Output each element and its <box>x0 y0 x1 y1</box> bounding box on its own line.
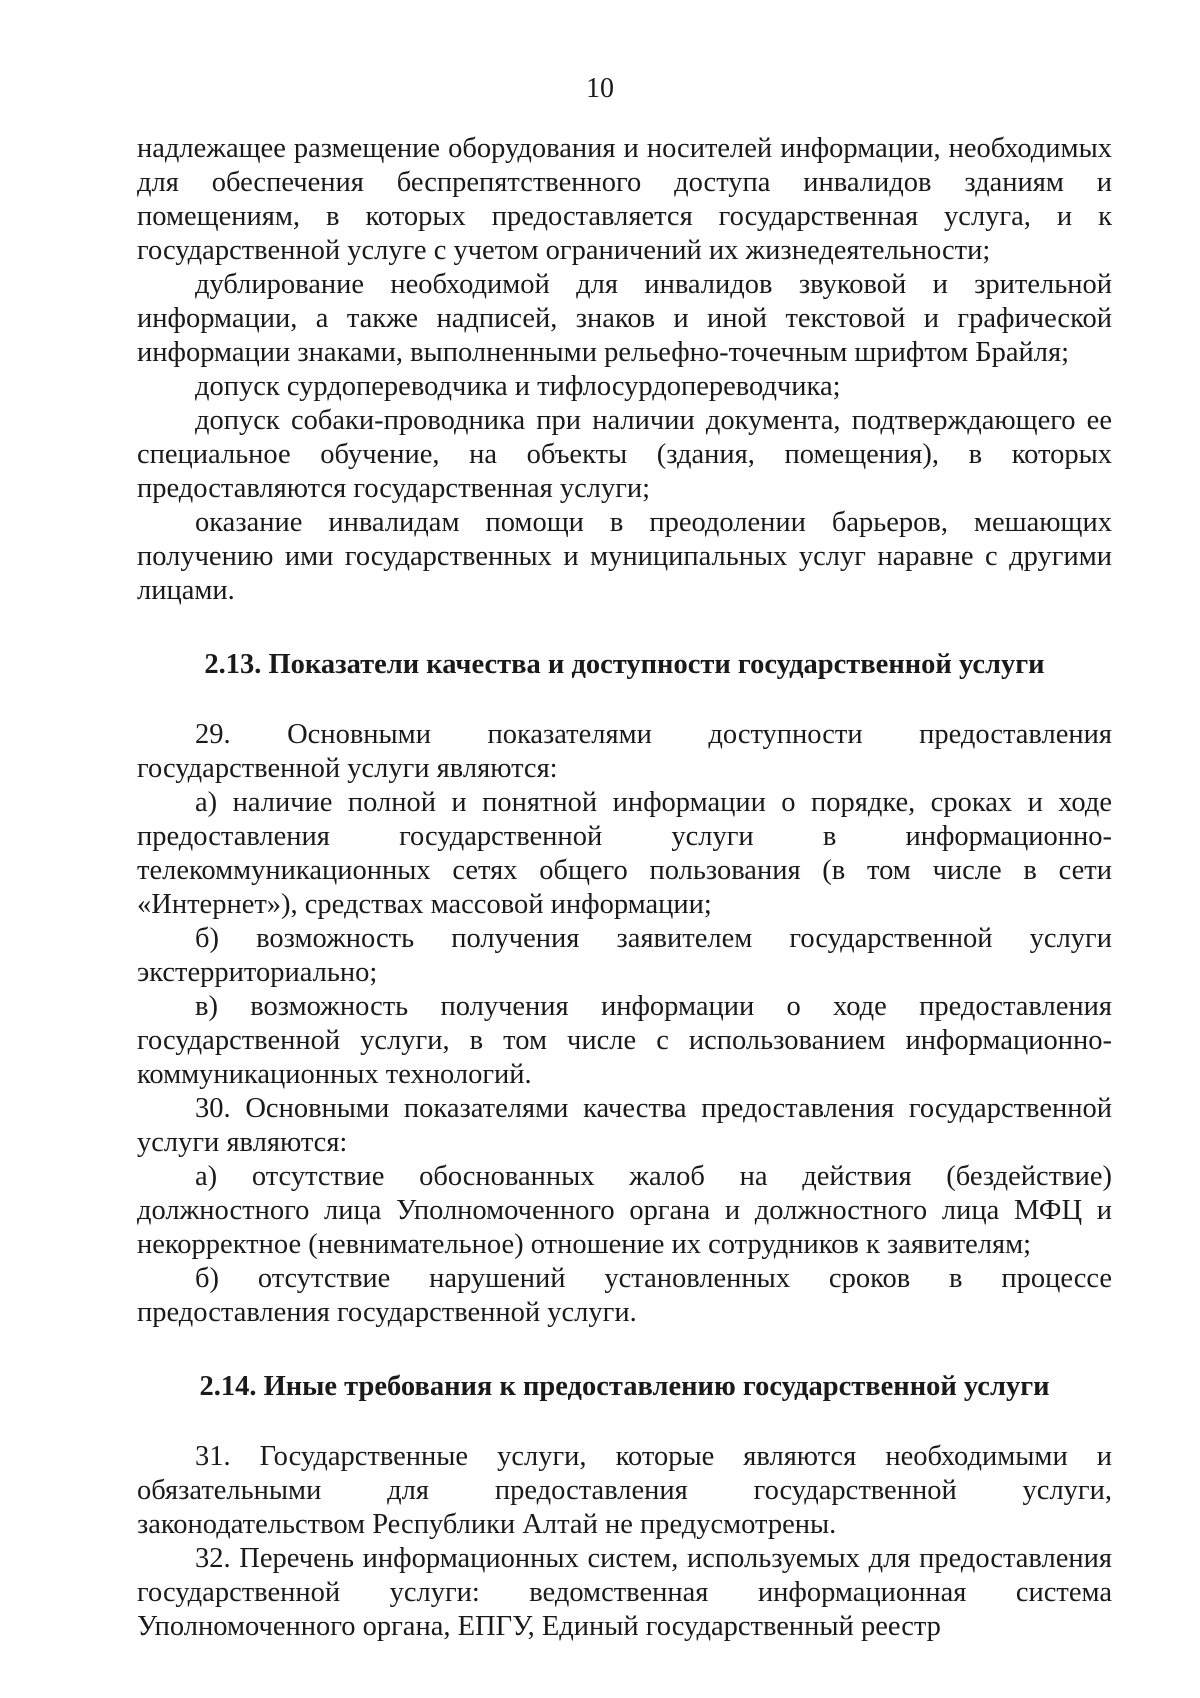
paragraph: 31. Государственные услуги, которые являются необходимыми и обязательными для предоставления государственной услуги, законодательством Республики Алтай не предусмотрены. <box>137 1441 1112 1540</box>
paragraph: 32. Перечень информационных систем, используемых для предоставления государственной услуги: ведомственная информационная система Уполномоченного органа, ЕПГУ, Единый государственный реестр <box>137 1543 1112 1642</box>
paragraph: а) наличие полной и понятной информации о порядке, сроках и ходе предоставления государственной услуги в информационно-телекоммуникационных сетях общего пользования (в том числе в сети «Интернет»), средствах массовой информации; <box>137 787 1112 920</box>
document-body <box>137 132 1112 1644</box>
paragraph: надлежащее размещение оборудования и носителей информации, необходимых для обеспечения беспрепятственного доступа инвалидов зданиям и помещениям, в которых предоставляется государственная услуга, и к государственной услуге с учетом ограничений их жизнедеятельности; <box>137 133 1112 266</box>
section-heading-2-14: 2.14. Иные требования к предоставлению государственной услуги <box>199 1371 1050 1402</box>
paragraph: 30. Основными показателями качества предоставления государственной услуги являются: <box>137 1093 1112 1158</box>
paragraph: а) отсутствие обоснованных жалоб на действия (бездействие) должностного лица Уполномоченного органа и должностного лица МФЦ и некорректное (невнимательное) отношение их сотрудников к заявителям; <box>137 1161 1112 1260</box>
paragraph: б) отсутствие нарушений установленных сроков в процессе предоставления государственной услуги. <box>137 1263 1112 1328</box>
page-number: 10 <box>586 73 614 104</box>
paragraph: в) возможность получения информации о ходе предоставления государственной услуги, в том числе с использованием информационно-коммуникационных технологий. <box>137 991 1112 1090</box>
paragraph: дублирование необходимой для инвалидов звуковой и зрительной информации, а также надписей, знаков и иной текстовой и графической информации знаками, выполненными рельефно-точечным шрифтом Брайля; <box>137 269 1112 368</box>
paragraph: б) возможность получения заявителем государственной услуги экстерриториально; <box>137 923 1112 988</box>
paragraph: допуск сурдопереводчика и тифлосурдопереводчика; <box>195 371 841 402</box>
section-heading-2-13: 2.13. Показатели качества и доступности государственной услуги <box>204 649 1045 680</box>
paragraph: допуск собаки-проводника при наличии документа, подтверждающего ее специальное обучение, на объекты (здания, помещения), в которых предоставляются государственная услуги; <box>137 405 1112 504</box>
paragraph: оказание инвалидам помощи в преодолении барьеров, мешающих получению ими государственных и муниципальных услуг наравне с другими лицами. <box>137 507 1112 606</box>
paragraph: 29. Основными показателями доступности предоставления государственной услуги являются: <box>137 719 1112 784</box>
